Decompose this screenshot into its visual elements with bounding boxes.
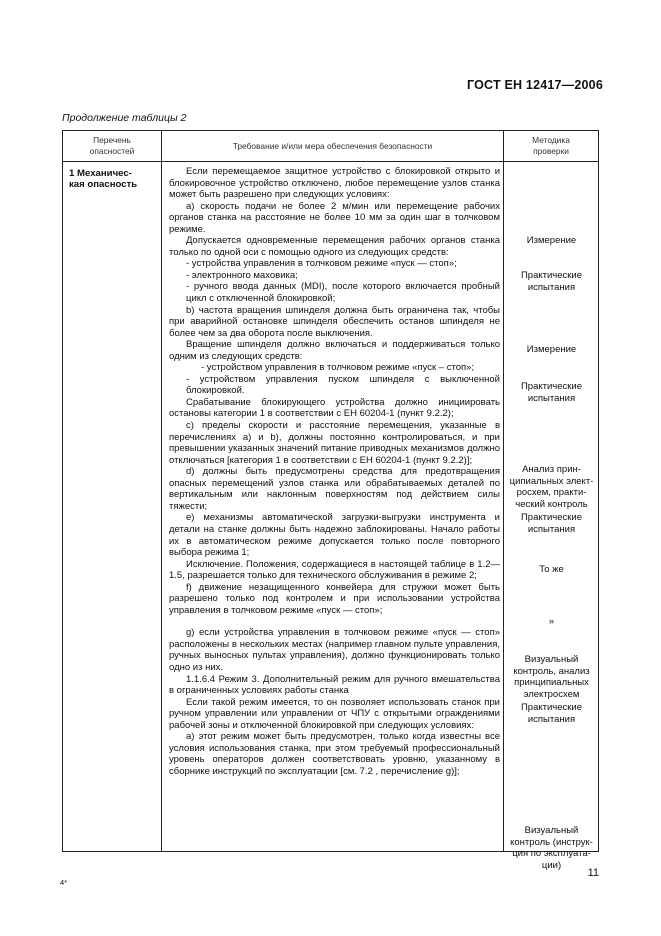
method-entry: Визуальный контроль (инструк- ция по эксплуата- ции) — [510, 825, 593, 871]
requirement-paragraph: d) должны быть предусмотрены средства для предотвращения опасных перемещений узлов станка или обрабатываемых деталей по вертикальным или наклонным поверхностям под действием силы тяжести; — [169, 466, 500, 512]
requirement-paragraph: Исключение. Положения, содержащиеся в настоящей таблице в 1.2—1.5, разрешается только для технического обслуживания в режиме 2; — [169, 558, 500, 582]
requirement-paragraph: Срабатывание блокирующего устройства должно инициировать остановы категории 1 в соответствии с ЕН 60204-1 (пункт 9.2.2); — [169, 396, 500, 420]
requirement-paragraph: b) частота вращения шпинделя должна быть ограничена так, чтобы при аварийной остановке шпинделя обеспечить останов шпинделя не более чем за два оборота после выключения. — [169, 304, 500, 339]
table-header-row — [63, 131, 598, 162]
hazard-label: 1 Механичес- кая опасность — [69, 168, 138, 190]
section-heading: 1.1.6.4 Режим 3. Дополнительный режим для ручного вмешательства в ограниченных условиях работы станка — [169, 673, 500, 697]
requirement-paragraph: Если такой режим имеется, то он позволяет использовать станок при ручном управлении или управлении от ЧПУ с открытыми ограждениями рабочей зоны и отключенной блокировкой при следующих условиях: — [169, 696, 500, 731]
table-row — [63, 162, 598, 852]
method-entry: » — [548, 616, 555, 627]
method-entry: Визуальный контроль, анализ принципиальных электросхем — [513, 654, 590, 700]
requirement-paragraph: с) пределы скорости и расстояние перемещения, указанные в перечислениях а) и b), должны постоянно контролироваться, и при превышении указанных значений питание приводных механизмов должно отключаться [категория 1 в соответствии с ЕН 60204-1 (пункт 9.2.2)]; — [169, 420, 500, 466]
method-entry: Измерение — [526, 235, 577, 246]
requirement-paragraph: Допускается одновременные перемещения рабочих органов станка только по одной оси с помощью одного из следующих средств: — [169, 235, 500, 258]
hazard-cell — [63, 162, 162, 852]
page-number: 11 — [587, 867, 599, 879]
requirement-list-item: - ручного ввода данных (MDI), после которого включается пробный цикл с отключенной блокировкой; — [186, 281, 500, 305]
signature-mark: 4* — [60, 878, 68, 887]
requirements-cell — [162, 162, 504, 852]
method-entry: Практические испытания — [520, 512, 583, 535]
column-header-method: Методика проверки — [504, 131, 599, 162]
method-entry: Практические испытания — [520, 381, 583, 404]
column-header-hazards: Перечень опасностей — [63, 131, 162, 162]
method-cell — [504, 162, 599, 871]
requirement-list-item: - электронного маховика; — [186, 269, 298, 281]
requirement-paragraph: f) движение незащищенного конвейера для стружки может быть разрешено только под контролем и при использовании устройства управления в толчковом режиме «пуск — стоп»; — [169, 581, 500, 616]
requirements-table — [62, 130, 599, 871]
method-entry: Анализ прин- ципиальных элект- росхем, практи- ческий контроль — [509, 464, 594, 510]
requirement-paragraph: а) скорость подачи не более 2 м/мин или перемещение рабочих органов станка на расстояние не более 10 мм за один шаг в толчковом режиме. — [169, 200, 500, 235]
method-entry: Измерение — [526, 344, 577, 355]
requirement-list-item: - устройства управления в толчковом режиме «пуск — стоп»; — [186, 258, 457, 270]
requirement-list-item: - устройством управления в толчковом режиме «пуск – стоп»; — [201, 362, 475, 374]
requirement-paragraph: е) механизмы автоматической загрузки-выгрузки инструмента и детали на станке должны быть надежно заблокированы. Начало работы их в автоматическом режиме допускается только после повторного выбора режима 1; — [169, 512, 500, 559]
requirement-list-item: - устройством управления пуском шпинделя с выключенной блокировкой. — [186, 373, 500, 397]
method-entry: То же — [539, 564, 564, 575]
standard-number: ГОСТ ЕН 12417—2006 — [467, 78, 603, 92]
requirement-paragraph: Если перемещаемое защитное устройство с блокировкой открыто и блокировочное устройство отключено, любое перемещение узлов станка может быть разрешено при следующих условиях: — [169, 166, 500, 201]
requirement-paragraph: а) этот режим может быть предусмотрен, только когда известны все условия использования станка, при этом требуемый профессиональный уровень операторов должен соответствовать уровню, указанному в сборнике инструкций по эксплуатации [см. 7.2 , перечисление g)]; — [169, 731, 500, 777]
table-caption: Продолжение таблицы 2 — [62, 112, 187, 124]
method-entry: Практические испытания — [520, 702, 583, 725]
requirement-paragraph: g) если устройства управления в толчковом режиме «пуск — стоп» расположены в нескольких местах (например главном пульте управления, ручных выносных пультах управления), должно функционировать только одно из них. — [169, 627, 500, 673]
method-entry: Практические испытания — [520, 270, 583, 293]
requirement-paragraph: Вращение шпинделя должно включаться и поддерживаться только одним из следующих средств: — [169, 339, 500, 362]
column-header-requirements: Требование и/или мера обеспечения безопасности — [162, 131, 504, 162]
